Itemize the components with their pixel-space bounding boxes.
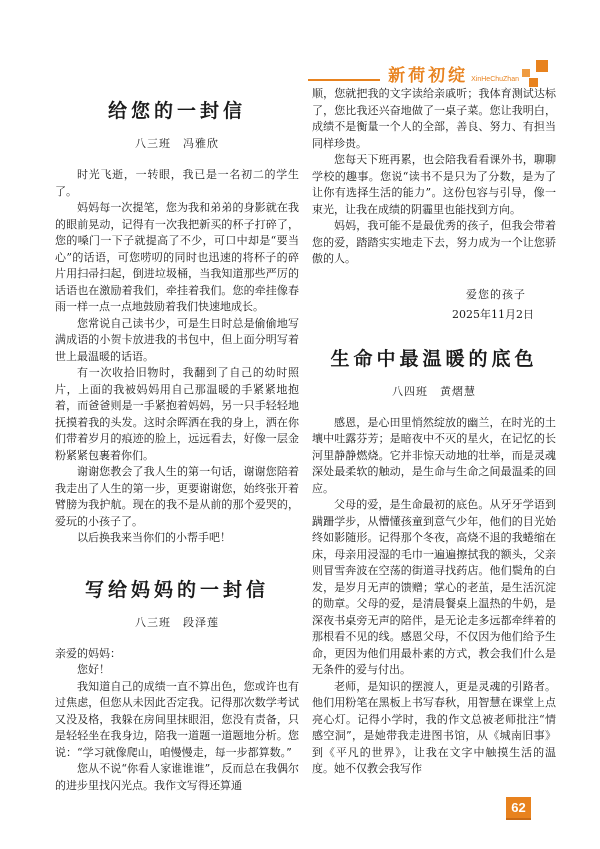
paragraph: 时光飞逝，一转眼，我已是一名初二的学生了。: [55, 168, 299, 198]
logo-square-large: [536, 60, 548, 72]
paragraph: 妈妈每一次提笔，您为我和弟弟的身影就在我的眼前晃动，记得有一次我把新买的杯子打碎了，您的嗓门一下子就提高了不少，可口中却是“要当心”的话语，可您唠叨的同时也迅速的将杯子的碎片用扫帚扫起，倒进垃圾桶，当我知道那些严厉的话语也在激励着我们，牵挂着我们。您的牵挂像春雨一样一点一点地鼓励着我们快速地成长。: [55, 201, 299, 313]
article-letter-to-mom-continued: [312, 86, 556, 322]
logo-square-medium: [522, 69, 530, 77]
letter-signoff: 爱您的孩子: [466, 287, 526, 301]
article-warmest-color: [312, 344, 556, 778]
paragraph: 老师，是知识的摆渡人，更是灵魂的引路者。他们用粉笔在黑板上书写春秋，用智慧在课堂上点亮心灯。记得小学时，我的作文总被老师批注“情感空洞”，是她带我走进图书馆，从《城南旧事》到《平凡的世界》，让我在文字中触摸生活的温度。她不仅教会我写作: [312, 679, 556, 775]
paragraph: 您常说自己读书少，可是生日时总是偷偷地写满成语的小贺卡放进我的书包中，但上面分明写着世上最温暖的话语。: [55, 316, 299, 363]
paragraph: 父母的爱，是生命最初的底色。从牙牙学语到蹒跚学步，从懵懂孩童到意气少年，他们的目光始终如影随形。记得那个冬夜，高烧不退的我蜷缩在床，母亲用浸湿的毛巾一遍遍擦拭我的额头，父亲则冒雪奔波在空荡的街道寻找药店。他们鬓角的白发，是岁月无声的馈赠；掌心的老茧，是生活沉淀的勋章。父母的爱，是清晨餐桌上温热的牛奶，是深夜书桌旁无声的陪伴，是无论走多远都牵绊着的那根看不见的线。感恩父母，不仅因为他们给予生命，更因为他们用最朴素的方式，教会我们什么是无条件的爱与付出。: [312, 498, 556, 676]
right-column: [312, 86, 556, 794]
article-title-warmest-color: 生命中最温暖的底色: [330, 347, 538, 370]
article-title-letter-to-mom: 写给妈妈的一封信: [84, 578, 269, 601]
paragraph: 有一次收拾旧物时，我翻到了自己的幼时照片，上面的我被妈妈用自己那温暖的手紧紧地抱着，而爸爸则是一手紧抱着妈妈，另一只手轻轻地抚摸着我的头发。这时余晖洒在我的身上，洒在你们带着岁月的痕迹的脸上，远远看去，好像一层金粉紧紧包裹着你们。: [55, 366, 299, 462]
page-number-badge: 62: [506, 797, 531, 820]
page-header: [308, 56, 548, 86]
brand-subtitle: XinHeChuZhan: [471, 76, 519, 83]
paragraph: 您从不说“你看人家谁谁谁”，反而总在我偶尔的进步里找闪光点。我作文写得还算通: [55, 762, 299, 792]
article-byline-letter-to-you: 八三班 冯雅欣: [135, 137, 219, 150]
header-rule: [308, 79, 380, 81]
paragraph: 我知道自己的成绩一直不算出色，您或许也有过焦虑，但您从未因此否定我。记得那次数学考试又没及格，我躲在房间里抹眼泪，您没有责备，只是轻轻坐在我身边，陪我一道题一道题地分析。您说：“学习就像爬山，咱慢慢走，每一步都算数。”: [55, 679, 299, 759]
paragraph: 您好！: [77, 663, 110, 676]
article-byline-warmest-color: 八四班 黄熠慧: [392, 384, 476, 398]
article-letter-to-mom: [55, 575, 299, 795]
paragraph: 妈妈，我可能不是最优秀的孩子，但我会带着您的爱，踏踏实实地走下去，努力成为一个让您骄傲的人。: [312, 219, 556, 265]
two-column-layout: [55, 86, 556, 794]
paragraph-continuation: 顺，您就把我的文字读给亲戚听；我体育测试达标了，您比我还兴奋地做了一桌子菜。您让我明白，成绩不是衡量一个人的全部，善良、努力、有担当同样珍贵。: [312, 87, 556, 150]
paragraph: 以后换我来当你们的小帮手吧！: [77, 531, 231, 544]
left-column: [55, 86, 299, 794]
letter-date: 2025年11月2日: [452, 307, 534, 321]
article-letter-to-you: [55, 96, 299, 547]
paragraph: 您每天下班再累，也会陪我看看课外书，聊聊学校的趣事。您说“读书不是只为了分数，是为了让你有选择生活的能力”。这份包容与引导，像一束光，让我在成绩的阴霾里也能找到方向。: [312, 153, 556, 216]
paragraph: 感恩，是心田里悄然绽放的幽兰，在时光的土壤中吐露芬芳；是暗夜中不灭的星火，在记忆的长河里静静燃烧。它并非惊天动地的壮举，而是灵魂深处最柔软的触动，是生命与生命之间最温柔的回应。: [312, 415, 556, 495]
letter-salutation: 亲爱的妈妈：: [55, 646, 121, 660]
article-title-letter-to-you: 给您的一封信: [107, 100, 246, 122]
article-byline-letter-to-mom: 八三班 段泽莲: [135, 615, 219, 629]
brand-title: 新荷初绽: [388, 66, 469, 86]
paragraph: 谢谢您教会了我人生的第一句话，谢谢您陪着我走出了人生的第一步，更要谢谢您，始终张开着臂膀为我护航。现在的我不是从前的那个爱哭的，爱玩的小孩子了。: [55, 465, 299, 528]
